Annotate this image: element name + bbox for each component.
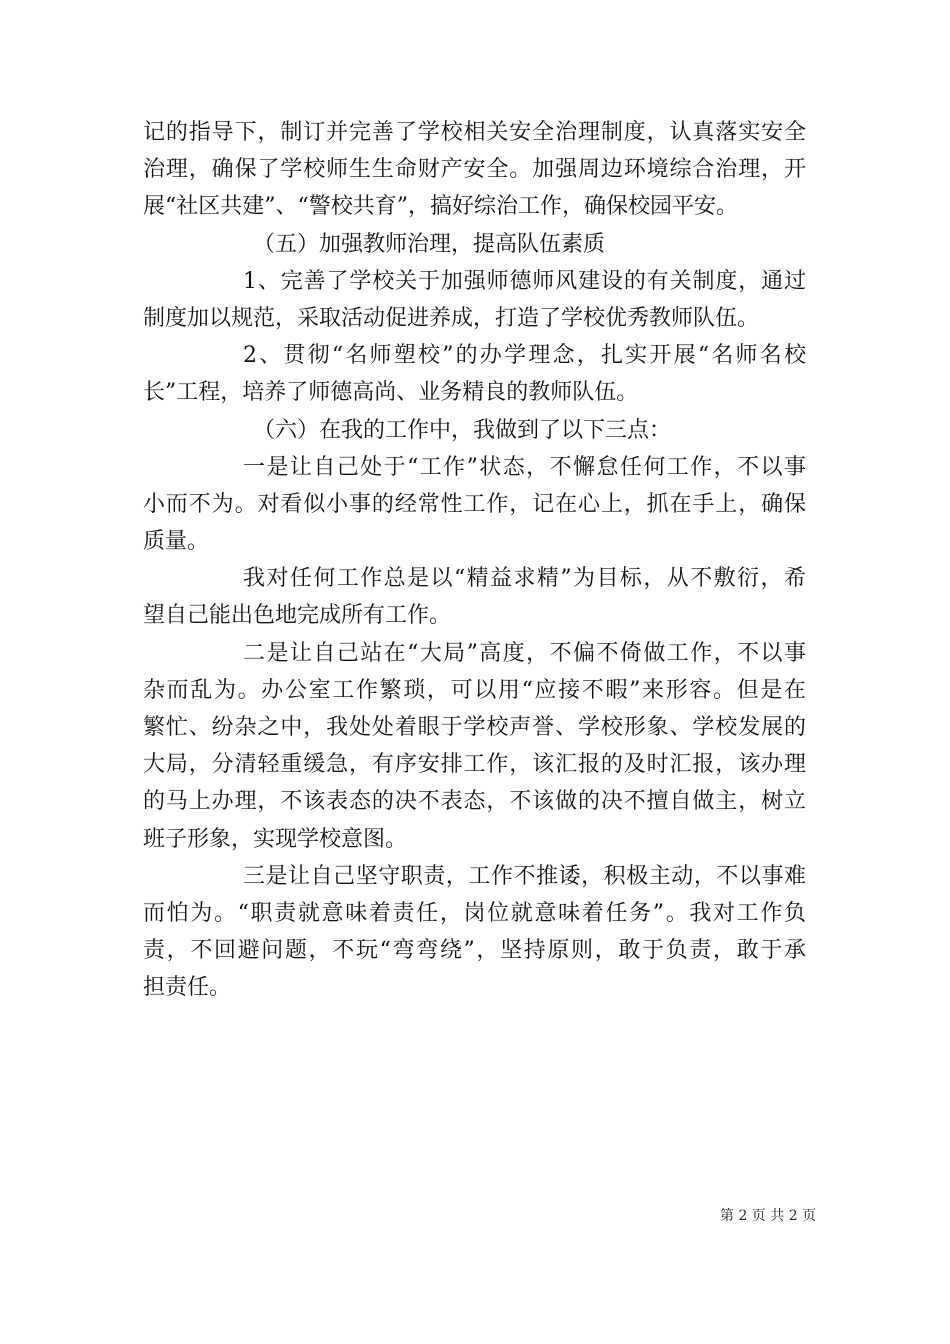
text-line: 责，不回避问题，不玩“弯弯绕”，坚持原则，敢于负责，敢于承 [143,938,806,964]
text-line: 小而不为。对看似小事的经常性工作，记在心上，抓在手上，确保 [143,491,806,517]
text-line: 繁忙、纷杂之中，我处处着眼于学校声誉、学校形象、学校发展的 [143,715,806,740]
text-line: 1、完善了学校关于加强师德师风建设的有关制度，通过 [243,268,806,294]
text-line: 的马上办理，不该表态的决不表态，不该做的决不擅自做主，树立 [143,789,806,815]
text-line: 望自己能出色地完成所有工作。 [143,603,452,629]
text-line: 2、贯彻“名师塑校”的办学理念，扎实开展“名师名校 [243,343,806,369]
text-line: 质量。 [143,529,210,555]
text-line: 大局，分清轻重缓急，有序安排工作，该汇报的及时汇报，该办理 [143,752,806,778]
text-line: 担责任。 [143,975,232,1001]
text-line: 制度加以规范，采取活动促进养成，打造了学校优秀教师队伍。 [143,305,760,331]
document-body [143,114,806,1007]
text-line: 而怕为。“职责就意味着责任，岗位就意味着任务”。我对工作负 [143,900,806,926]
section-heading: （五）加强教师治理，提高队伍素质 [253,231,606,257]
text-line: 展“社区共建”、“警校共育”，搞好综治工作，确保校园平安。 [143,194,738,220]
text-line: 记的指导下，制订并完善了学校相关安全治理制度，认真落实安全 [143,120,806,145]
text-line: 二是让自己站在“大局”高度，不偏不倚做工作，不以事 [243,640,806,666]
text-line: 班子形象，实现学校意图。 [143,826,408,852]
text-line: 三是让自己坚守职责，工作不推诿，积极主动，不以事难 [243,863,806,889]
text-line: 杂而乱为。办公室工作繁琐，可以用“应接不暇”来形容。但是在 [143,677,806,703]
text-line: 治理，确保了学校师生生命财产安全。加强周边环境综合治理，开 [143,157,806,183]
text-line: 一是让自己处于“工作”状态，不懈怠任何工作，不以事 [243,454,806,480]
page-number: 第 2 页 共 2 页 [720,1208,817,1224]
text-line: 我对任何工作总是以“精益求精”为目标，从不敷衍，希 [243,566,806,592]
text-line: 长”工程，培养了师德高尚、业务精良的教师队伍。 [143,380,639,406]
section-heading: （六）在我的工作中，我做到了以下三点： [253,417,672,443]
